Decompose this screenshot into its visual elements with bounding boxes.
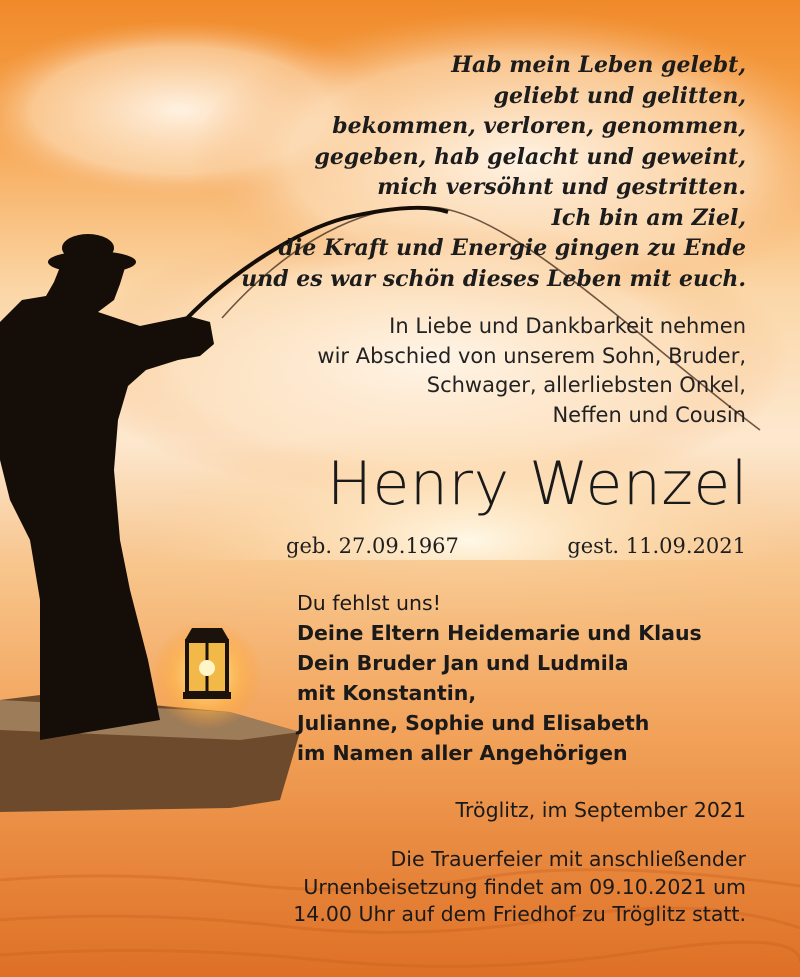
mourners-lead: Du fehlst uns! — [297, 591, 441, 615]
life-dates — [286, 534, 746, 558]
poem-line: und es war schön dieses Leben mit euch. — [241, 265, 746, 292]
mourner-line: mit Konstantin, — [297, 681, 477, 705]
mourner-line: Dein Bruder Jan und Ludmila — [297, 651, 629, 675]
funeral-info — [186, 846, 746, 929]
intro-line: Neffen und Cousin — [552, 402, 746, 427]
farewell-intro — [226, 312, 746, 430]
poem-line: mich versöhnt und gestritten. — [377, 174, 746, 200]
poem-line: Hab mein Leben gelebt, — [451, 52, 746, 78]
birth-date: geb. 27.09.1967 — [286, 534, 459, 558]
poem-line: bekommen, verloren, genommen, — [332, 113, 746, 139]
poem — [186, 50, 746, 294]
death-date: gest. 11.09.2021 — [567, 534, 746, 558]
intro-line: wir Abschied von unserem Sohn, Bruder, — [317, 343, 746, 368]
mourner-line: Julianne, Sophie und Elisabeth — [297, 711, 650, 735]
mourners — [297, 588, 767, 768]
funeral-line: Die Trauerfeier mit anschließender — [390, 847, 746, 871]
lantern-icon — [183, 628, 231, 699]
mourner-line: im Namen aller Angehörigen — [297, 741, 628, 765]
intro-line: Schwager, allerliebsten Onkel, — [426, 373, 746, 397]
poem-line: Ich bin am Ziel, — [551, 204, 746, 231]
deceased-name: Henry Wenzel — [326, 449, 748, 519]
funeral-line: Urnenbeisetzung findet am 09.10.2021 um — [303, 874, 746, 899]
place-date: Tröglitz, im September 2021 — [455, 798, 746, 822]
intro-line: In Liebe und Dankbarkeit nehmen — [389, 314, 746, 338]
mourner-line: Deine Eltern Heidemarie und Klaus — [297, 621, 702, 645]
poem-line: geliebt und gelitten, — [493, 82, 746, 109]
funeral-line: 14.00 Uhr auf dem Friedhof zu Tröglitz statt. — [293, 902, 746, 926]
poem-line: die Kraft und Energie gingen zu Ende — [278, 235, 746, 261]
poem-line: gegeben, hab gelacht und geweint, — [314, 143, 746, 170]
